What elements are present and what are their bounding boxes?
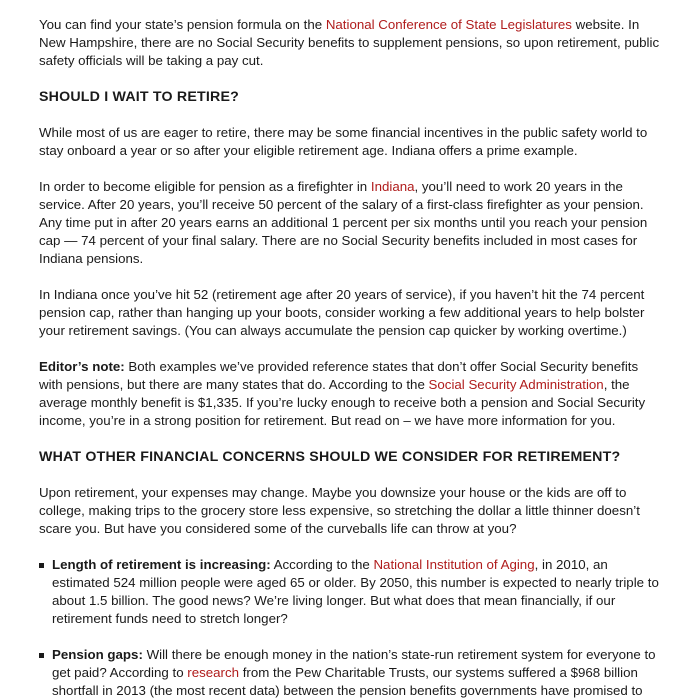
ncsl-link[interactable]: National Conference of State Legislatures <box>325 17 572 32</box>
intro-text-1: You can find your state’s pension formula on the <box>39 17 326 32</box>
ssa-link[interactable]: Social Security Administration <box>428 377 604 392</box>
bullet-square-icon <box>39 653 44 658</box>
wait-paragraph: While most of us are eager to retire, there may be some financial incentives in the public safety world to stay onboard a year or so after your eligible retirement age. Indiana offers a prime example. <box>39 125 648 158</box>
intro-paragraph <box>39 16 660 70</box>
pension-cap-paragraph: In Indiana once you’ve hit 52 (retirement age after 20 years of service), if you haven’t hit the 74 percent pension cap, rather than hanging up your boots, consider working a few additional years to help bolster your retirement savings. (You can always accumulate the pension cap quicker by working overtime.) <box>39 287 645 338</box>
concerns-list <box>39 556 660 700</box>
list-item-text-2: , in 2010, an estimated 524 million people were aged 65 or older. By 2050, this number is expected to nearly triple to about 1.5 billion. The good news? We’re living longer. But what does that mean financially, if our retirement funds need to stretch longer? <box>52 557 659 626</box>
editors-note-label: Editor’s note: <box>39 359 125 374</box>
list-item-text-2: from the Pew Charitable Trusts, our systems suffered a $968 billion shortfall in 2013 (the most recent data) between the pension benefits governments have promised to <box>52 665 643 698</box>
list-item-label: Pension gaps: <box>52 647 143 662</box>
editors-note-paragraph <box>39 358 660 430</box>
list-item-text-1: Will there be enough money in the nation’s state-run retirement system for everyone to get paid? According to <box>52 647 656 680</box>
list-item-text-1: According to the <box>270 557 374 572</box>
editors-note-text-1: Both examples we’ve provided reference states that don’t offer Social Security benefits with pensions, but there are many states that do. According to the <box>39 359 639 392</box>
indiana-text-2: , you’ll need to work 20 years in the service. After 20 years, you’ll receive 50 percent of the salary of a first-class firefighter as your pension. Any time put in after 20 years earns an additional 1 percent per six months until you reach your pension cap — 74 percent of your final salary. There are no Social Security benefits included in most cases for Indiana pensions. <box>39 179 648 266</box>
list-item-label: Length of retirement is increasing: <box>52 557 271 572</box>
indiana-paragraph <box>39 178 660 268</box>
indiana-link[interactable]: Indiana <box>370 179 415 194</box>
heading-should-i-wait: SHOULD I WAIT TO RETIRE? <box>39 89 240 105</box>
nia-link[interactable]: National Institution of Aging <box>373 557 535 572</box>
indiana-text-1: In order to become eligible for pension as a firefighter in <box>39 179 371 194</box>
intro-text-2: website. In New Hampshire, there are no Social Security benefits to supplement pensions, so upon retirement, public safety officials will be taking a pay cut. <box>39 17 660 68</box>
concerns-paragraph: Upon retirement, your expenses may change. Maybe you downsize your house or the kids are off to college, making trips to the grocery store less expensive, so stretching the dollar a little thinner doesn’t scare you. But have you considered some of the curveballs life can throw at you? <box>39 485 640 536</box>
list-item <box>39 646 660 700</box>
list-item <box>39 556 660 628</box>
research-link[interactable]: research <box>187 665 240 680</box>
heading-other-concerns: WHAT OTHER FINANCIAL CONCERNS SHOULD WE CONSIDER FOR RETIREMENT? <box>39 449 621 465</box>
editors-note-text-2: , the average monthly benefit is $1,335. If you’re lucky enough to receive both a pension and Social Security income, you’re in a strong position for retirement. But read on – we have more information for you. <box>39 377 646 428</box>
bullet-square-icon <box>39 563 44 568</box>
